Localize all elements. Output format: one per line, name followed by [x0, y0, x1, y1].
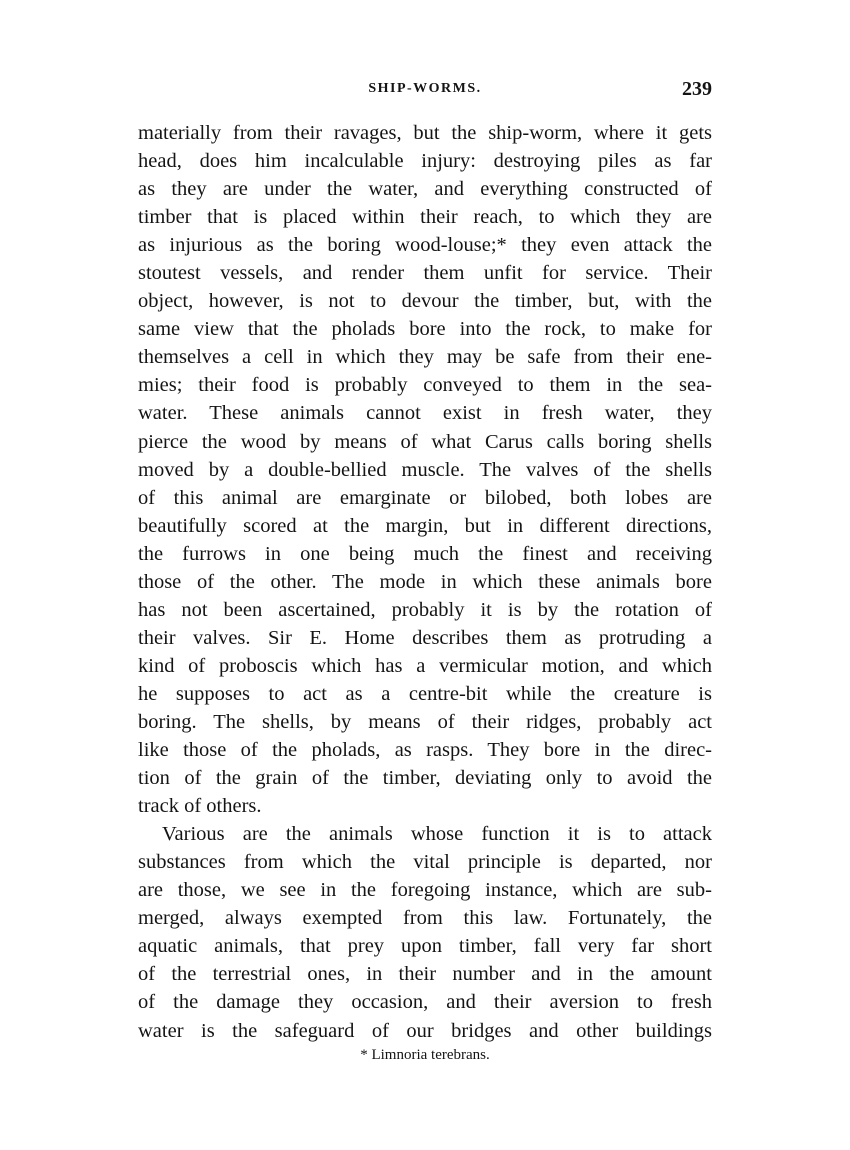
text-line: timber that is placed within their reach, to which they are — [138, 206, 712, 229]
text-line: aquatic animals, that prey upon timber, fall very far short — [138, 935, 712, 958]
text-line: those of the other. The mode in which these animals bore — [138, 570, 712, 593]
page-number: 239 — [682, 78, 712, 100]
text-line: as they are under the water, and everything constructed of — [138, 178, 712, 201]
text-line: mies; their food is probably conveyed to them in the sea- — [138, 374, 712, 397]
paragraph-start-line: Various are the animals whose function it is to attack — [162, 823, 712, 846]
text-line: of the damage they occasion, and their aversion to fresh — [138, 991, 712, 1014]
text-line: moved by a double-bellied muscle. The valves of the shells — [138, 458, 712, 481]
text-line: of this animal are emarginate or bilobed, both lobes are — [138, 486, 712, 509]
footnote: * Limnoria terebrans. — [360, 1047, 490, 1063]
text-line: merged, always exempted from this law. Fortunately, the — [138, 907, 712, 930]
text-line: the furrows in one being much the finest and receiving — [138, 542, 712, 565]
text-line: like those of the pholads, as rasps. They bore in the direc- — [138, 739, 712, 762]
text-line: themselves a cell in which they may be safe from their ene- — [138, 346, 712, 369]
text-line: are those, we see in the foregoing instance, which are sub- — [138, 879, 712, 902]
text-line: same view that the pholads bore into the rock, to make for — [138, 318, 712, 341]
text-line: water is the safeguard of our bridges and other buildings — [138, 1019, 712, 1042]
text-line: materially from their ravages, but the ship-worm, where it gets — [138, 122, 712, 144]
text-line: beautifully scored at the margin, but in different directions, — [138, 514, 712, 537]
page-header — [138, 78, 712, 104]
running-head: SHIP-WORMS. — [368, 81, 482, 96]
body-text — [138, 119, 712, 1045]
text-line: kind of proboscis which has a vermicular motion, and which — [138, 654, 712, 677]
text-line: head, does him incalculable injury: destroying piles as far — [138, 150, 712, 173]
text-line: boring. The shells, by means of their ridges, probably act — [138, 710, 712, 733]
text-line: water. These animals cannot exist in fresh water, they — [138, 402, 712, 425]
text-line: pierce the wood by means of what Carus calls boring shells — [138, 430, 712, 453]
text-line: has not been ascertained, probably it is by the rotation of — [138, 598, 712, 621]
paragraph-end-line: track of others. — [138, 795, 262, 818]
text-line: their valves. Sir E. Home describes them as protruding a — [138, 626, 712, 649]
text-line: substances from which the vital principle is departed, nor — [138, 851, 712, 874]
text-line: as injurious as the boring wood-louse;* they even attack the — [138, 234, 712, 257]
text-line: of the terrestrial ones, in their number and in the amount — [138, 963, 712, 986]
text-line: object, however, is not to devour the timber, but, with the — [138, 290, 712, 313]
text-line: he supposes to act as a centre-bit while the creature is — [138, 682, 712, 705]
text-line: stoutest vessels, and render them unfit for service. Their — [138, 262, 712, 285]
text-line: tion of the grain of the timber, deviating only to avoid the — [138, 767, 712, 790]
